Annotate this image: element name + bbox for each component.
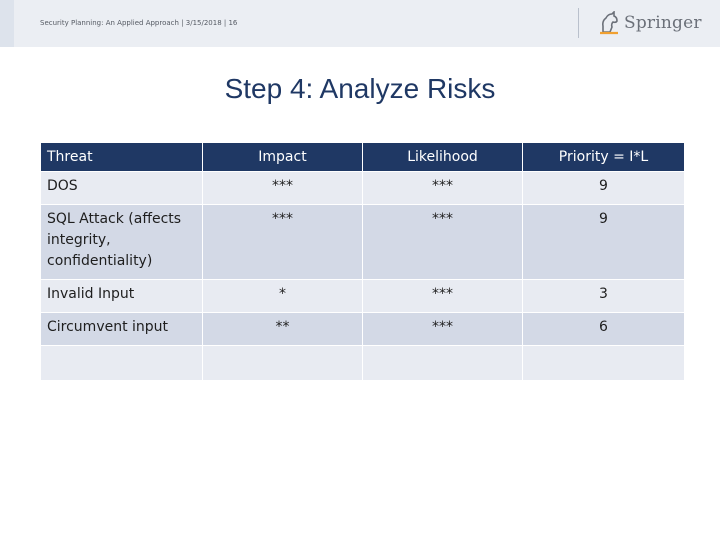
cell-priority: 3 bbox=[523, 280, 685, 313]
cell-threat: Invalid Input bbox=[41, 280, 203, 313]
table-row bbox=[41, 280, 685, 313]
cell-threat: Circumvent input bbox=[41, 313, 203, 346]
cell-impact: ** bbox=[203, 313, 363, 346]
cell-impact: * bbox=[203, 280, 363, 313]
header-accent-bar bbox=[0, 0, 14, 47]
slide-title: Step 4: Analyze Risks bbox=[224, 73, 496, 104]
risk-table bbox=[40, 142, 685, 381]
header-threat: Threat bbox=[41, 143, 203, 172]
cell-impact: *** bbox=[203, 205, 363, 280]
header-caption: Security Planning: An Applied Approach | 3/15/2018 | 16 bbox=[40, 19, 238, 27]
table-row bbox=[41, 172, 685, 205]
header-likelihood: Likelihood bbox=[363, 143, 523, 172]
table-row-empty bbox=[41, 346, 685, 381]
cell-likelihood: *** bbox=[363, 313, 523, 346]
cell-impact: *** bbox=[203, 172, 363, 205]
cell-priority: 9 bbox=[523, 172, 685, 205]
cell-threat: DOS bbox=[41, 172, 203, 205]
springer-wordmark: Springer bbox=[624, 13, 702, 33]
cell-priority bbox=[523, 346, 685, 381]
cell-impact bbox=[203, 346, 363, 381]
springer-logo bbox=[598, 9, 702, 37]
cell-priority: 6 bbox=[523, 313, 685, 346]
cell-threat bbox=[41, 346, 203, 381]
cell-likelihood: *** bbox=[363, 172, 523, 205]
cell-likelihood: *** bbox=[363, 205, 523, 280]
header-divider bbox=[578, 8, 579, 38]
table-row bbox=[41, 205, 685, 280]
cell-priority: 9 bbox=[523, 205, 685, 280]
header-impact: Impact bbox=[203, 143, 363, 172]
cell-likelihood bbox=[363, 346, 523, 381]
cell-likelihood: *** bbox=[363, 280, 523, 313]
cell-threat: SQL Attack (affects integrity, confidentiality) bbox=[41, 205, 203, 280]
header-priority: Priority = I*L bbox=[523, 143, 685, 172]
springer-horse-icon bbox=[598, 11, 620, 35]
table-row bbox=[41, 313, 685, 346]
table-header-row bbox=[41, 143, 685, 172]
